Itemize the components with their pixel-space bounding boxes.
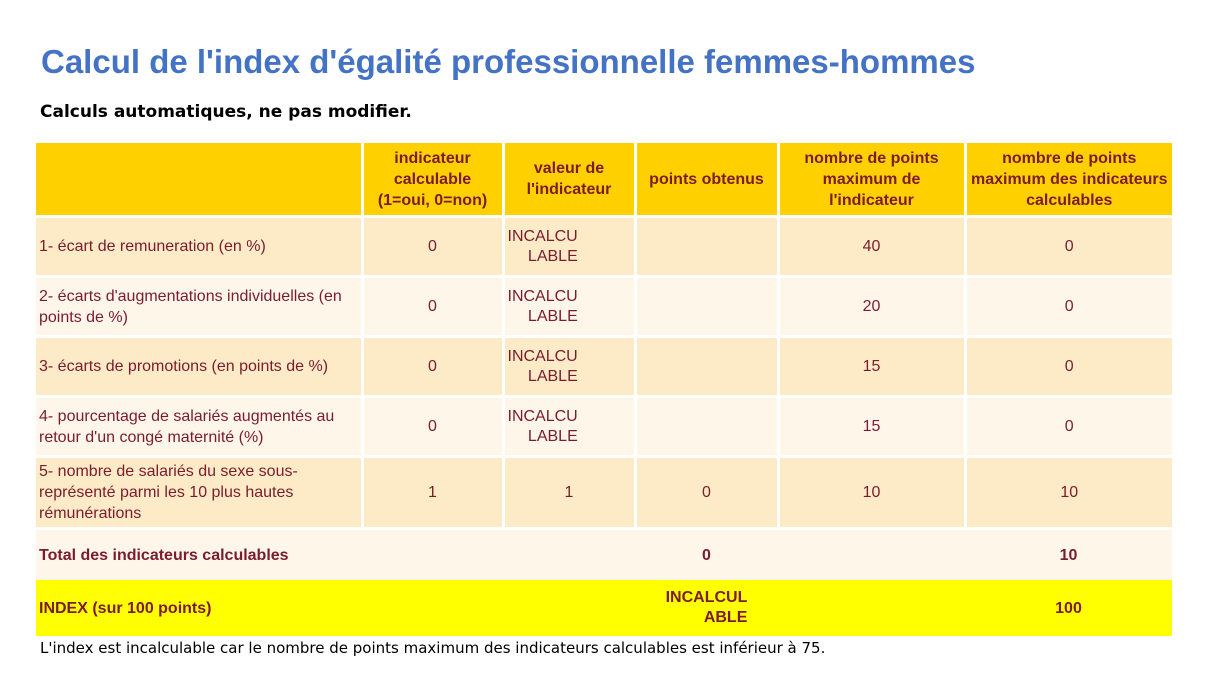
cell-valeur <box>503 217 635 277</box>
total-points: 0 <box>635 529 778 581</box>
cell-valeur <box>503 277 635 337</box>
row-label: 3- écarts de promotions (en points de %) <box>36 337 362 397</box>
cell-max-calculables: 0 <box>965 217 1172 277</box>
cell-max-calculables: 0 <box>965 337 1172 397</box>
cell-points: 0 <box>635 457 778 529</box>
cell-valeur-line2: LABLE <box>527 247 578 265</box>
cell-valeur <box>503 397 635 457</box>
index-value-line2: ABLE <box>703 609 748 626</box>
table-header-row <box>36 143 1172 217</box>
cell-max-points: 20 <box>778 277 965 337</box>
row-label: 5- nombre de salariés du sexe sous-représenté parmi les 10 plus hautes rémunérations <box>36 457 362 529</box>
cell-max-points: 15 <box>778 397 965 457</box>
header-empty <box>36 143 362 217</box>
cell-valeur: 1 <box>503 457 635 529</box>
row-label: 2- écarts d'augmentations individuelles (en points de %) <box>36 277 362 337</box>
index-value-line1: INCALCUL <box>665 589 748 606</box>
total-max-calculables: 10 <box>965 529 1172 581</box>
cell-max-calculables: 10 <box>965 457 1172 529</box>
total-empty <box>778 529 965 581</box>
table-row <box>36 277 1172 337</box>
cell-max-points: 10 <box>778 457 965 529</box>
header-points-obtenus: points obtenus <box>635 143 778 217</box>
cell-calculable: 0 <box>362 397 503 457</box>
cell-valeur-line2: LABLE <box>527 427 578 445</box>
index-row <box>36 580 1172 636</box>
cell-points <box>635 397 778 457</box>
cell-max-calculables: 0 <box>965 397 1172 457</box>
cell-valeur <box>503 337 635 397</box>
cell-points <box>635 217 778 277</box>
row-label: 4- pourcentage de salariés augmentés au retour d'un congé maternité (%) <box>36 397 362 457</box>
cell-calculable: 0 <box>362 277 503 337</box>
header-max-points-indicateur: nombre de points maximum de l'indicateur <box>778 143 965 217</box>
cell-valeur-line2: LABLE <box>527 367 578 385</box>
table-row <box>36 397 1172 457</box>
cell-calculable: 1 <box>362 457 503 529</box>
cell-valeur-line1: INCALCU <box>507 287 578 305</box>
index-value <box>635 580 778 636</box>
cell-valeur-line1: INCALCU <box>507 347 578 365</box>
index-max: 100 <box>965 580 1172 636</box>
total-label: Total des indicateurs calculables <box>36 529 635 581</box>
cell-calculable: 0 <box>362 337 503 397</box>
cell-calculable: 0 <box>362 217 503 277</box>
table-row <box>36 457 1172 529</box>
index-empty <box>778 580 965 636</box>
cell-valeur-line1: INCALCU <box>507 227 578 245</box>
cell-max-points: 40 <box>778 217 965 277</box>
cell-valeur-line1: INCALCU <box>507 407 578 425</box>
header-indicateur-calculable: indicateur calculable (1=oui, 0=non) <box>362 143 503 217</box>
table-row <box>36 337 1172 397</box>
table-row <box>36 217 1172 277</box>
header-valeur-indicateur: valeur de l'indicateur <box>503 143 635 217</box>
cell-valeur-line2: LABLE <box>527 307 578 325</box>
cell-points <box>635 277 778 337</box>
index-label: INDEX (sur 100 points) <box>36 580 635 636</box>
cell-points <box>635 337 778 397</box>
page-title: Calcul de l'index d'égalité professionnelle femmes-hommes <box>41 43 976 80</box>
footnote: L'index est incalculable car le nombre de points maximum des indicateurs calculables est inférieur à 75. <box>40 639 826 657</box>
index-table <box>36 143 1172 636</box>
row-label: 1- écart de remuneration (en %) <box>36 217 362 277</box>
total-row <box>36 529 1172 581</box>
header-max-points-calculables: nombre de points maximum des indicateurs calculables <box>965 143 1172 217</box>
cell-max-calculables: 0 <box>965 277 1172 337</box>
cell-max-points: 15 <box>778 337 965 397</box>
page-subtitle: Calculs automatiques, ne pas modifier. <box>40 102 412 122</box>
